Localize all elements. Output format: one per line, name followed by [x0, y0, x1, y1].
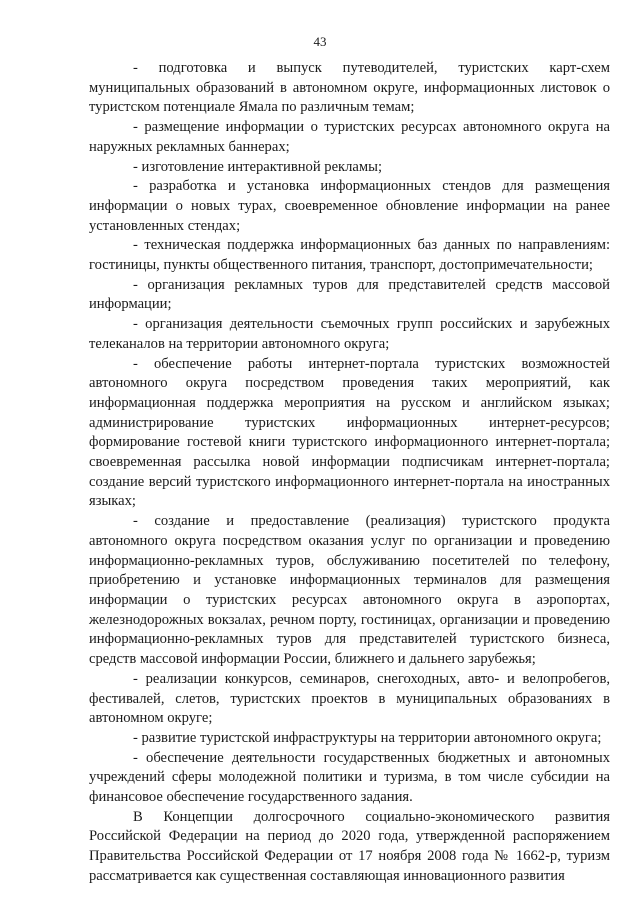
list-item-contests: - реализации конкурсов, семинаров, снегоходных, авто- и велопробегов, фестивалей, слетов, туристских проектов в муниципальных образованиях в автономном округе; [89, 670, 610, 727]
list-item-interactive-ads: - изготовление интерактивной рекламы; [133, 158, 383, 175]
list-item-press-tours: - организация рекламных туров для представителей средств массовой информации; [89, 276, 610, 313]
list-item-institutions: - обеспечение деятельности государственных бюджетных и автономных учреждений сферы молодежной политики и туризма, в том числе субсидии на финансовое обеспечение государственного задания. [89, 749, 610, 806]
concept-paragraph: В Концепции долгосрочного социально-экономического развития Российской Федерации на период до 2020 года, утвержденной распоряжением Правительства Российской Федерации от 17 ноября 2008 года № 1662-р, туризм рассматривается как существенная составляющая инновационного развития [89, 808, 610, 884]
list-item-guides: - подготовка и выпуск путеводителей, туристских карт-схем муниципальных образований в автономном округе, информационных листовок о туристском потенциале Ямала по различным темам; [89, 60, 610, 116]
list-item-databases: - техническая поддержка информационных баз данных по направлениям: гостиницы, пункты общественного питания, транспорт, достопримечательности; [89, 237, 610, 274]
list-item-info-stands: - разработка и установка информационных стендов для размещения информации о новых турах, своевременное обновление информации на ранее установленных стендах; [89, 178, 610, 234]
list-item-banners: - размещение информации о туристских ресурсах автономного округа на наружных рекламных баннерах; [89, 119, 610, 155]
page-number: 43 [313, 34, 327, 49]
document-body [89, 59, 610, 887]
list-item-film-crews: - организация деятельности съемочных групп российских и зарубежных телеканалов на территории автономного округа; [89, 316, 610, 352]
list-item-web-portal: - обеспечение работы интернет-портала туристских возможностей автономного округа посредством проведения таких мероприятий, как информационная поддержка мероприятия на русском и английском языках; администрирование туристских информационных интернет-ресурсов; формирование гостевой книги туристского информационного интернет-портала; своевременная рассылка новой информации подписчикам интернет-портала; создание версий туристского информационного интернет-портала на иностранных языках; [89, 355, 610, 510]
list-item-infrastructure: - развитие туристской инфраструктуры на территории автономного округа; [133, 729, 602, 746]
list-item-tourist-product: - создание и предоставление (реализация) туристского продукта автономного округа посредством оказания услуг по организации и проведению информационно-рекламных туров, обслуживанию посетителей по телефону, приобретению и установке информационных терминалов для размещения информации о туристских ресурсах автономного округа в аэропортах, железнодорожных вокзалах, речном порту, гостиницах, организации и проведению информационно-рекламных туров для представителей туристского бизнеса, средств массовой информации России, ближнего и дальнего зарубежья; [89, 513, 610, 668]
